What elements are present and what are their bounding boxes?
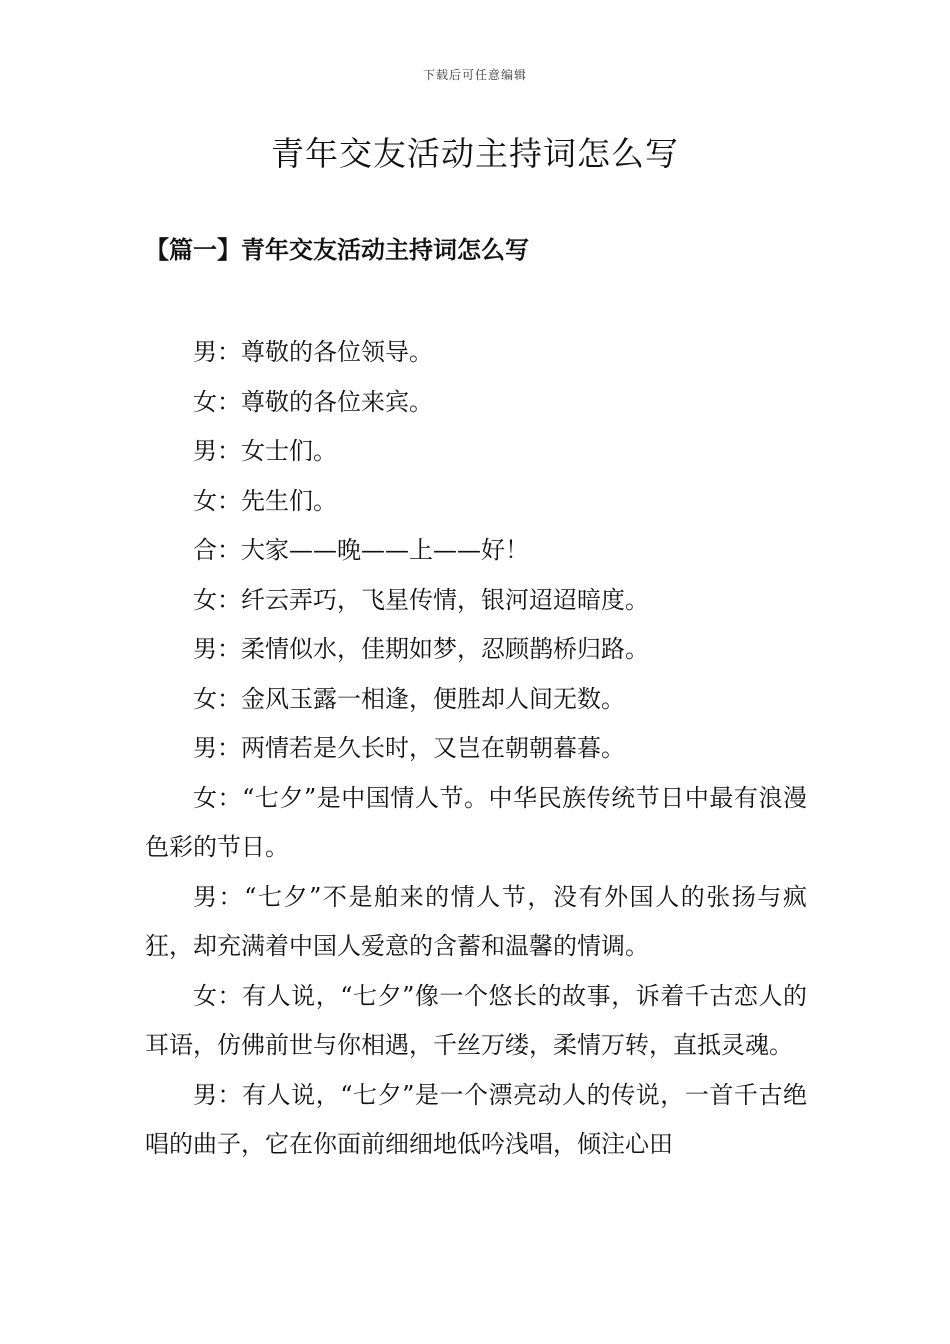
- dialogue-line: 女：金风玉露一相逢，便胜却人间无数。: [193, 684, 625, 713]
- dialogue-line: 合：大家——晚——上——好！: [193, 536, 529, 564]
- dialogue-line: 男：两情若是久长时，又岂在朝朝暮暮。: [193, 734, 625, 762]
- dialogue-line: 男：有人说，“七夕”是一个漂亮动人的传说，一首千古绝唱的曲子，它在你面前细细地低吟浅唱，倾注心田: [145, 1080, 807, 1158]
- dialogue-line: 女：纤云弄巧，飞星传情，银河迢迢暗度。: [193, 585, 649, 614]
- dialogue-line: 男：女士们。: [193, 437, 337, 465]
- dialogue-line: 男：尊敬的各位领导。: [193, 338, 433, 366]
- section-heading: 【篇一】青年交友活动主持词怎么写: [145, 235, 529, 264]
- dialogue-line: 女：“七夕”是中国情人节。中华民族传统节日中最有浪漫色彩的节日。: [145, 783, 807, 861]
- page-header-note: 下载后可任意编辑: [422, 68, 527, 82]
- dialogue-line: 男：“七夕”不是舶来的情人节，没有外国人的张扬与疯狂，却充满着中国人爱意的含蓄和温馨的情调。: [145, 882, 807, 960]
- document-body: [145, 328, 807, 1170]
- dialogue-line: 男：柔情似水，佳期如梦，忍顾鹊桥归路。: [193, 635, 649, 663]
- dialogue-line: 女：尊敬的各位来宾。: [193, 387, 433, 416]
- dialogue-line: 女：先生们。: [193, 486, 337, 515]
- dialogue-line: 女：有人说，“七夕”像一个悠长的故事，诉着千古恋人的耳语，仿佛前世与你相遇，千丝万缕，柔情万转，直抵灵魂。: [145, 981, 807, 1059]
- document-title: 青年交友活动主持词怎么写: [271, 134, 679, 173]
